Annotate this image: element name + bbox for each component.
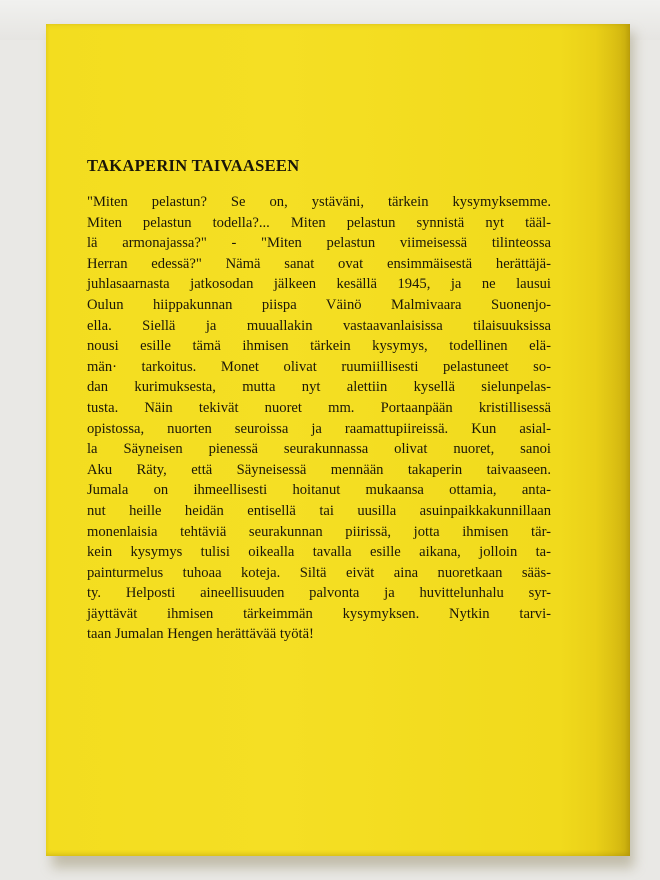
blurb-line: dan kurimuksesta, mutta nyt alettiin kysellä sielunpelas- [87,379,551,396]
blurb-line: jäyttävät ihmisen tärkeimmän kysymyksen. Nytkin tarvi- [87,605,551,622]
blurb-line: tusta. Näin tekivät nuoret mm. Portaanpään kristillisessä [87,399,551,416]
blurb-line: "Miten pelastun? Se on, ystäväni, tärkein kysymyksemme. [87,194,551,210]
blurb-line: ella. Siellä ja muuallakin vastaavanlaisissa tilaisuuksissa [87,317,551,334]
blurb-line: Oulun hiippakunnan piispa Väinö Malmivaara Suonenjo- [87,296,551,313]
blurb-line: monenlaisia tehtäviä seurakunnan piirissä, jotta ihmisen tär- [87,523,551,540]
blurb-line: juhlasaarnasta jatkosodan jälkeen kesällä 1945, ja ne lausui [87,276,551,293]
blurb-line: taan Jumalan Hengen herättävää työtä! [87,626,314,643]
blurb-line: Jumala on ihmeellisesti hoitanut mukaansa ottamia, anta- [87,482,551,499]
blurb-line: Herran edessä?" Nämä sanat ovat ensimmäisestä herättäjä- [87,255,551,272]
blurb-line: opistossa, nuorten seuroissa ja raamattupiireissä. Kun asial- [87,420,551,437]
blurb-line: nousi esille tämä ihmisen tärkein kysymys, todellinen elä- [87,338,551,355]
blurb-line: nut heille heidän entisellä tai uusilla asuinpaikkakunnillaan [87,502,551,519]
book-title: TAKAPERIN TAIVAASEEN [87,156,300,175]
book-spine-edge [596,24,630,856]
blurb-line: kein kysymys tulisi oikealla tavalla esille aikana, jolloin ta- [87,544,551,561]
blurb-line: lä armonajassa?" - "Miten pelastun viimeisessä tilinteossa [87,235,551,252]
blurb-line: ty. Helposti aineellisuuden palvonta ja huvittelunhalu syr- [87,585,551,602]
blurb-line: Miten pelastun todella?... Miten pelastun synnistä nyt tääl- [87,214,551,231]
blurb-line: painturmelus tuhoaa koteja. Siltä eivät aina nuoretkaan sääs- [87,564,551,581]
blurb-text [87,192,551,645]
blurb-line: män· tarkoitus. Monet olivat ruumiillisesti pelastuneet so- [87,358,551,375]
blurb-line: la Säyneisen pienessä seurakunnassa olivat nuoret, sanoi [87,441,551,458]
blurb-line: Aku Räty, että Säyneisessä mennään takaperin taivaaseen. [87,461,551,478]
